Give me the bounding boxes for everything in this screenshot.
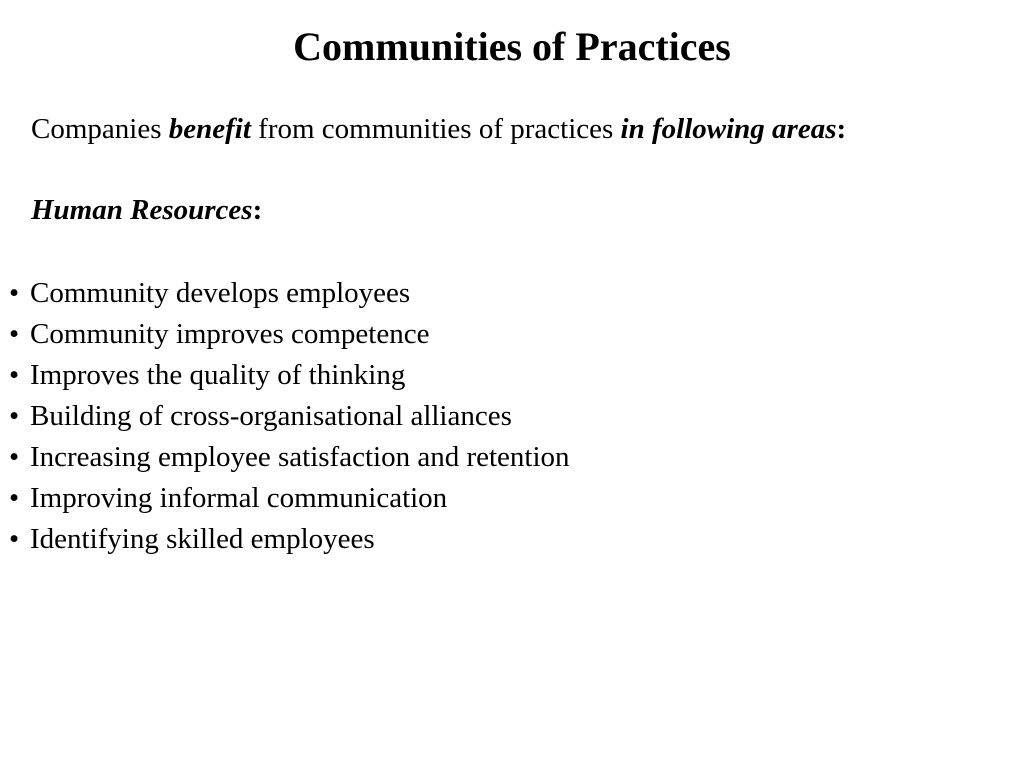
intro-emphasis-benefit: benefit <box>168 113 251 145</box>
section-heading <box>31 191 262 229</box>
section-heading-label: Human Resources <box>31 194 253 226</box>
list-item-text: Improves the quality of thinking <box>30 359 406 391</box>
bullet-icon: • <box>9 318 20 350</box>
list-item <box>9 314 570 355</box>
list-item <box>9 396 570 437</box>
list-item-text: Identifying skilled employees <box>30 523 375 555</box>
list-item-text: Community develops employees <box>30 277 411 309</box>
section-heading-colon: : <box>252 194 263 226</box>
slide-title: Communities of Practices <box>293 24 731 69</box>
list-item-text: Improving informal communication <box>30 482 448 514</box>
bullet-icon: • <box>9 441 20 473</box>
list-item-text: Community improves competence <box>30 318 430 350</box>
bullet-list <box>9 273 570 560</box>
bullet-icon: • <box>9 400 20 432</box>
intro-colon: : <box>836 113 847 145</box>
list-item <box>9 355 570 396</box>
list-item-text: Building of cross-organisational alliances <box>30 400 512 432</box>
intro-text <box>31 110 846 148</box>
intro-text-part: Companies <box>31 113 169 145</box>
bullet-icon: • <box>9 482 20 514</box>
list-item <box>9 478 570 519</box>
bullet-icon: • <box>9 359 20 391</box>
bullet-icon: • <box>9 277 20 309</box>
list-item <box>9 273 570 314</box>
list-item <box>9 519 570 560</box>
bullet-icon: • <box>9 523 20 555</box>
intro-text-part: from communities of practices <box>250 113 621 145</box>
list-item-text: Increasing employee satisfaction and retention <box>30 441 570 473</box>
intro-emphasis-areas: in following areas <box>620 113 837 145</box>
list-item <box>9 437 570 478</box>
